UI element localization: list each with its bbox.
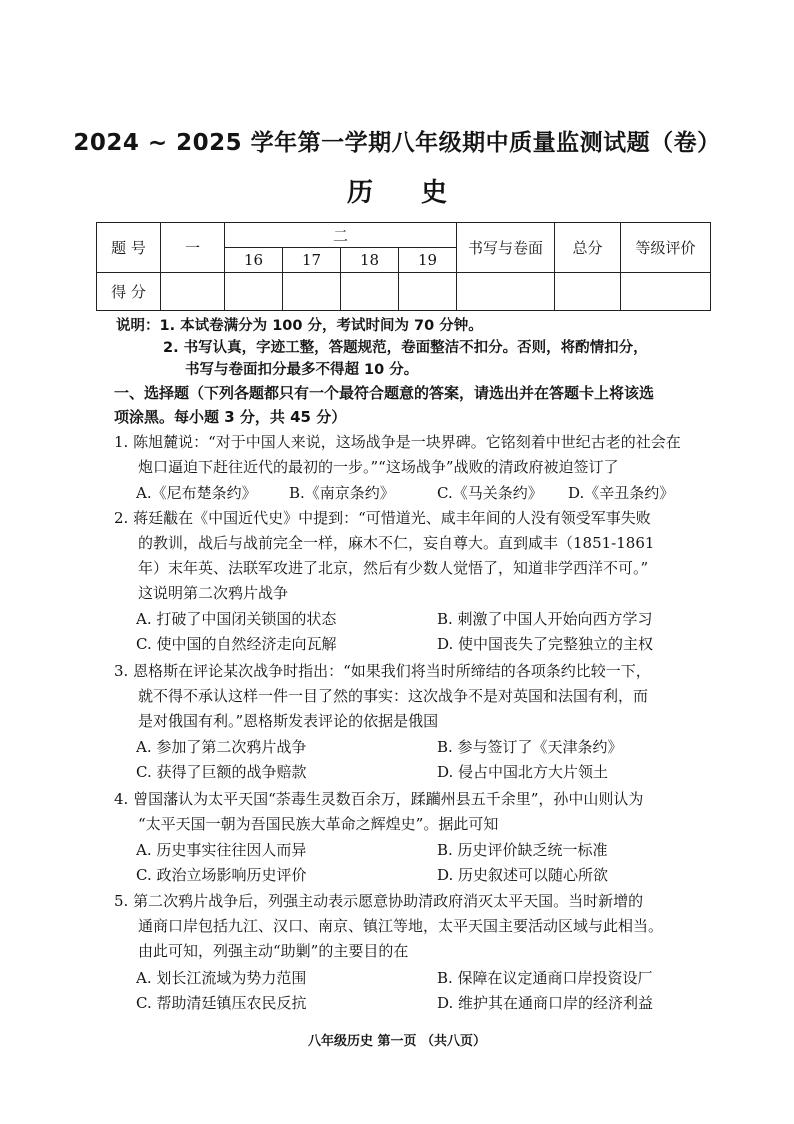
- page-footer: 八年级历史 第一页 （共八页）: [307, 1034, 487, 1049]
- question-5-line-2: 通商口岸包括九江、汉口、南京、镇江等地，太平天国主要活动区域与此相当。: [138, 917, 664, 935]
- question-5-line-1: 5. 第二次鸦片战争后，列强主动表示愿意协助清政府消灭太平天国。当时新增的: [114, 892, 644, 910]
- sub-col-18: 18: [341, 248, 399, 273]
- question-2-option-c: C. 使中国的自然经济走向瓦解: [136, 635, 337, 653]
- question-4-line-1: 4. 曾国藩认为太平天国“荼毒生灵数百余万，蹂躏州县五千余里”，孙中山则认为: [114, 790, 644, 808]
- score-table: [96, 222, 711, 311]
- section-heading-line-2: 项涂黑。每小题 3 分，共 45 分）: [114, 408, 347, 426]
- section-heading-line-1: 一、选择题（下列各题都只有一个最符合题意的答案，请选出并在答题卡上将该选: [114, 384, 655, 402]
- question-3-option-c: C. 获得了巨额的战争赔款: [136, 763, 307, 781]
- question-3-line-2: 就不得不承认这样一件一目了然的事实：这次战争不是对英国和法国有利，而: [138, 687, 649, 705]
- question-5-option-a: A. 划长江流域为势力范围: [136, 969, 307, 987]
- score-cell: [555, 273, 621, 311]
- exam-title: 2024 ~ 2025 学年第一学期八年级期中质量监测试题（卷）: [73, 130, 721, 156]
- question-5-option-c: C. 帮助清廷镇压农民反抗: [136, 994, 307, 1012]
- row-label-score: 得 分: [97, 273, 161, 311]
- score-cell: [161, 273, 225, 311]
- question-5-line-3: 由此可知，列强主动“助剿”的主要目的在: [138, 942, 409, 960]
- question-3-line-1: 3. 恩格斯在评论某次战争时指出：“如果我们将当时所缔结的各项条约比较一下，: [114, 662, 651, 680]
- row-label-question-no: 题 号: [97, 223, 161, 273]
- question-4-option-a: A. 历史事实往往因人而异: [136, 841, 307, 859]
- score-cell: [457, 273, 555, 311]
- question-1-option-c: C.《马关条约》: [437, 484, 543, 502]
- col-total: 总分: [555, 223, 621, 273]
- question-3-option-d: D. 侵占中国北方大片领土: [437, 763, 609, 781]
- col-writing: 书写与卷面: [457, 223, 555, 273]
- question-1-option-b: B.《南京条约》: [289, 484, 395, 502]
- question-5-option-b: B. 保障在议定通商口岸投资设厂: [437, 969, 653, 987]
- question-2-option-a: A. 打破了中国闭关锁国的状态: [136, 610, 337, 628]
- sub-col-16: 16: [225, 248, 283, 273]
- col-section-one: 一: [161, 223, 225, 273]
- question-2-line-1: 2. 蒋廷黻在《中国近代史》中提到：“可惜道光、咸丰年间的人没有领受军事失败: [114, 509, 651, 527]
- question-2-line-2: 的教训，战后与战前完全一样，麻木不仁，妄自尊大。直到咸丰（1851-1861: [138, 534, 655, 552]
- note-line-2: 2. 书写认真，字迹工整，答题规范，卷面整洁不扣分。否则，将酌情扣分，: [163, 340, 648, 356]
- question-2-option-d: D. 使中国丧失了完整独立的主权: [437, 635, 654, 653]
- sub-col-17: 17: [283, 248, 341, 273]
- question-3-line-3: 是对俄国有利。”恩格斯发表评论的依据是俄国: [138, 712, 439, 730]
- question-2-option-b: B. 刺激了中国人开始向西方学习: [437, 610, 653, 628]
- question-1-line-1: 1. 陈旭麓说：“对于中国人来说，这场战争是一块界碑。它铭刻着中世纪古老的社会在: [114, 433, 681, 451]
- subject-title: 历史: [346, 178, 495, 208]
- score-cell: [621, 273, 711, 311]
- col-section-two: 二: [225, 223, 457, 248]
- question-4-option-b: B. 历史评价缺乏统一标准: [437, 841, 608, 859]
- score-cell: [283, 273, 341, 311]
- question-1-option-d: D.《辛丑条约》: [568, 484, 675, 502]
- score-cell: [399, 273, 457, 311]
- question-1-option-a: A.《尼布楚条约》: [136, 484, 257, 502]
- sub-col-19: 19: [399, 248, 457, 273]
- question-2-line-4: 这说明第二次鸦片战争: [138, 584, 289, 602]
- question-3-option-a: A. 参加了第二次鸦片战争: [136, 738, 307, 756]
- note-line-3: 书写与卷面扣分最多不得超 10 分。: [185, 362, 419, 378]
- question-3-option-b: B. 参与签订了《天津条约》: [437, 738, 623, 756]
- question-4-line-2: “太平天国一朝为吾国民族大革命之辉煌史”。据此可知: [138, 815, 499, 833]
- question-1-line-2: 炮口逼迫下赶往近代的最初的一步。”“这场战争”战败的清政府被迫签订了: [138, 458, 619, 476]
- question-4-option-c: C. 政治立场影响历史评价: [136, 866, 307, 884]
- score-cell: [341, 273, 399, 311]
- note-line-1: 说明：1. 本试卷满分为 100 分，考试时间为 70 分钟。: [116, 318, 483, 334]
- question-4-option-d: D. 历史叙述可以随心所欲: [437, 866, 609, 884]
- col-grade: 等级评价: [621, 223, 711, 273]
- question-2-line-3: 年）末年英、法联军攻进了北京，然后有少数人觉悟了，知道非学西洋不可。”: [138, 559, 649, 577]
- score-cell: [225, 273, 283, 311]
- question-5-option-d: D. 维护其在通商口岸的经济利益: [437, 994, 654, 1012]
